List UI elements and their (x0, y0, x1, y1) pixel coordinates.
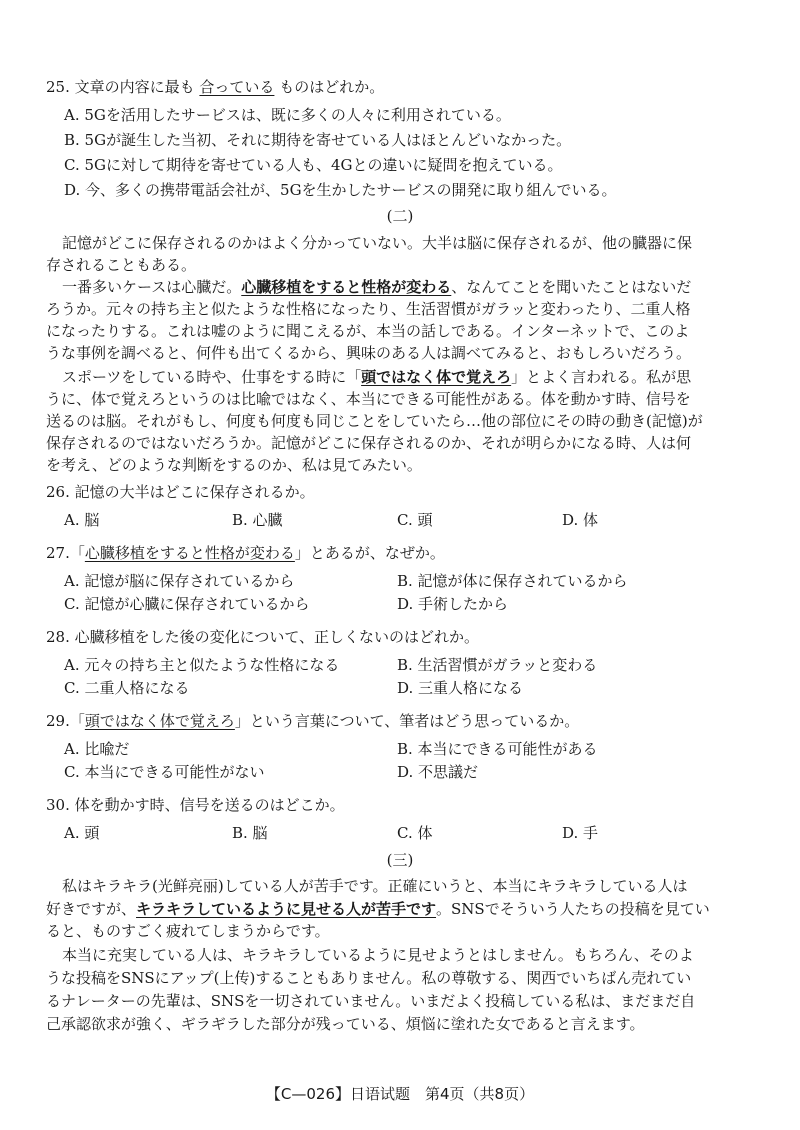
q30-option-a[interactable]: A. 頭 (64, 824, 100, 842)
s3-p1-l3: ると、ものすごく疲れてしまうからです。 (46, 922, 330, 940)
s3-p1-l2: 好きですが、キラキラしているように見せる人が苦手です。SNSでそういう人たちの投稿を見てい (46, 900, 710, 918)
q28-option-d[interactable]: D. 三重人格になる (397, 679, 524, 697)
s2-p2-l3: になったりする。これは嘘のように聞こえるが、本当の話しである。インターネットで、このよ (46, 322, 690, 340)
q25-option-b[interactable]: B. 5Gが誕生した当初、それに期待を寄せている人はほとんどいなかった。 (64, 131, 572, 149)
q27-option-d[interactable]: D. 手術したから (397, 595, 509, 613)
q28-option-c[interactable]: C. 二重人格になる (64, 679, 190, 697)
page-footer: 【C—026】日语试题 第4页（共8页） (265, 1085, 535, 1103)
q25-option-d[interactable]: D. 今、多くの携帯電話会社が、5Gを生かしたサービスの開発に取り組んでいる。 (64, 181, 617, 199)
q30-option-b[interactable]: B. 脳 (232, 824, 268, 842)
s2-p1-l2: 存されることもある。 (46, 256, 197, 274)
q26-option-b[interactable]: B. 心臓 (232, 511, 283, 529)
q27-underlined: 心臓移植をすると性格が変わる (84, 544, 295, 562)
s2-underlined-heart: 心臓移植をすると性格が変わる (241, 278, 452, 296)
section3-heading: (三) (386, 851, 414, 869)
s2-p3-l2: うに、体で覚えろというのは比喩ではなく、本当にできる可能性がある。体を動かす時、信号を (46, 390, 691, 408)
q27-stem: 27.「心臓移植をすると性格が変わる」とあるが、なぜか。 (46, 544, 445, 562)
q26-option-c[interactable]: C. 頭 (397, 511, 433, 529)
q25-underlined: 合っている (199, 78, 275, 96)
s2-underlined-body: 頭ではなく体で覚えろ (361, 368, 512, 386)
s2-p3-l3: 送るのは脳。それがもし、何度も何度も同じことをしていたら…他の部位にその時の動き(記憶)が (46, 412, 703, 430)
q28-option-b[interactable]: B. 生活習慣がガラッと変わる (397, 656, 598, 674)
section2-heading: (二) (386, 207, 414, 225)
s3-p2-l4: 己承認欲求が強く、ギラギラした部分が残っている、煩悩に塗れた女であると言えます。 (46, 1015, 645, 1033)
q29-option-d[interactable]: D. 不思議だ (397, 763, 479, 781)
q27-option-a[interactable]: A. 記憶が脳に保存されているから (64, 572, 295, 590)
q30-option-d[interactable]: D. 手 (562, 824, 599, 842)
q29-stem: 29.「頭ではなく体で覚えろ」という言葉について、筆者はどう思っているか。 (46, 712, 580, 730)
s2-p2-l1: 一番多いケースは心臓だ。心臓移植をすると性格が変わる、なんてことを聞いたことはないだ (62, 278, 692, 296)
q25-option-a[interactable]: A. 5Gを活用したサービスは、既に多くの人々に利用されている。 (64, 106, 511, 124)
s2-p2-l2: ろうか。元々の持ち主と似たような性格になったり、生活習慣がガラッと変わったり、二重人格 (46, 300, 691, 318)
q25-option-c[interactable]: C. 5Gに対して期待を寄せている人も、4Gとの違いに疑問を抱えている。 (64, 156, 563, 174)
q29-underlined: 頭ではなく体で覚えろ (84, 712, 235, 730)
s3-p2-l3: るナレーターの先輩は、SNSを一切されていません。いまだよく投稿している私は、まだまだ自 (46, 992, 696, 1010)
q27-option-b[interactable]: B. 記憶が体に保存されているから (397, 572, 628, 590)
s3-p1-l1: 私はキラキラ(光鲜亮丽)している人が苦手です。正確にいうと、本当にキラキラしている人は (62, 877, 688, 895)
s2-p3-l4: 保存されるのではないだろうか。記憶がどこに保存されるのか、それが明らかになる時、人は何 (46, 434, 692, 452)
s2-p3-l1: スポーツをしている時や、仕事をする時に「頭ではなく体で覚えろ」とよく言われる。私が思 (62, 368, 692, 386)
q29-option-a[interactable]: A. 比喩だ (64, 740, 130, 758)
s3-underlined: キラキラしているように見せる人が苦手です (136, 900, 437, 918)
q27-option-c[interactable]: C. 記憶が心臓に保存されているから (64, 595, 310, 613)
s3-p2-l1: 本当に充実している人は、キラキラしているように見せようとはしません。もちろん、そのよ (62, 946, 694, 964)
q28-option-a[interactable]: A. 元々の持ち主と似たような性格になる (64, 656, 340, 674)
q28-stem: 28. 心臓移植をした後の変化について、正しくないのはどれか。 (46, 628, 480, 646)
q29-option-c[interactable]: C. 本当にできる可能性がない (64, 763, 265, 781)
s2-p2-l4: うな事例を調べると、何件も出てくるから、興味のある人は調べてみると、おもしろいだろう。 (46, 344, 692, 362)
q30-stem: 30. 体を動かす時、信号を送るのはどこか。 (46, 796, 345, 814)
s2-p1-l1: 記憶がどこに保存されるのかはよく分かっていない。大半は脳に保存されるが、他の臓器に保 (62, 234, 693, 252)
q26-stem: 26. 記憶の大半はどこに保存されるか。 (46, 483, 315, 501)
q26-option-a[interactable]: A. 脳 (64, 511, 100, 529)
s2-p3-l5: を考え、どのような判断をするのか、私は見てみたい。 (46, 456, 422, 474)
q30-option-c[interactable]: C. 体 (397, 824, 433, 842)
q25-stem: 25. 文章の内容に最も 合っている ものはどれか。 (46, 78, 385, 96)
q29-option-b[interactable]: B. 本当にできる可能性がある (397, 740, 598, 758)
s3-p2-l2: うな投稿をSNSにアップ(上传)することもありません。私の尊敬する、関西でいちばん売れてい (46, 969, 692, 987)
q26-option-d[interactable]: D. 体 (562, 511, 599, 529)
